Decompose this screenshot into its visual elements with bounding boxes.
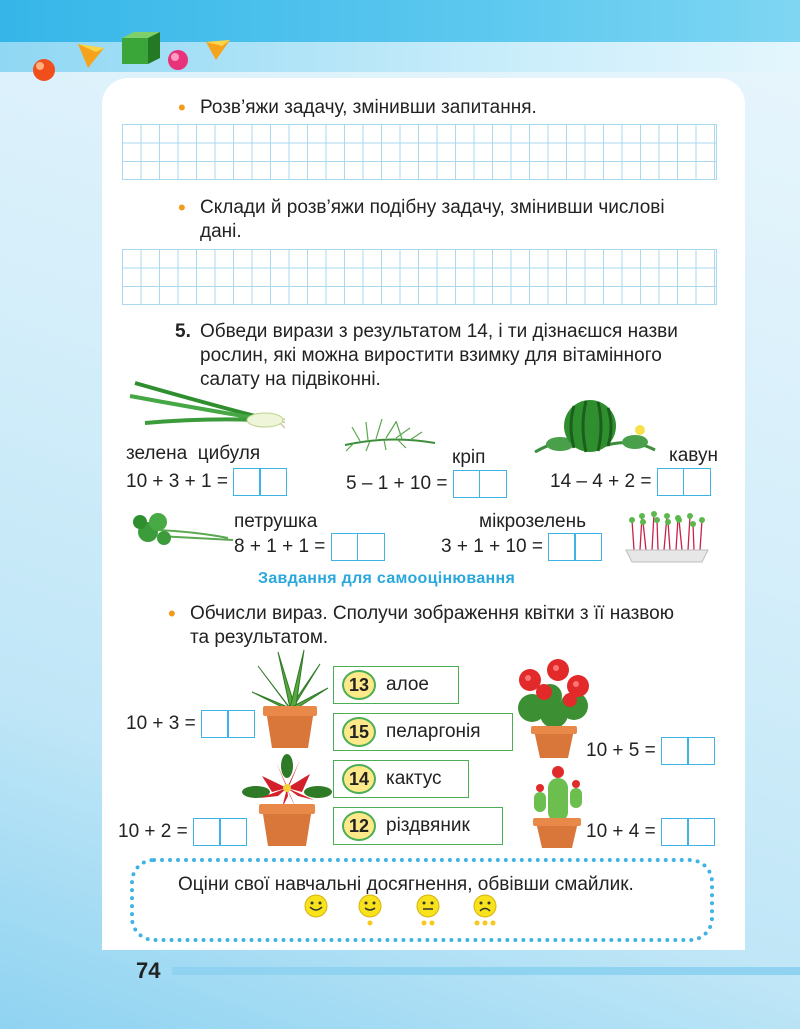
page-number: 74 xyxy=(136,958,161,983)
flower-tag-pelargonium[interactable]: 15 пеларгонія xyxy=(333,713,513,751)
flower-answer-box-2[interactable] xyxy=(661,737,715,765)
bullet-similar-task: • Склади й розв’яжи подібну задачу, змінивши числові xyxy=(200,196,665,220)
smiley-sad-icon[interactable] xyxy=(470,893,500,929)
answer-box-parsley[interactable] xyxy=(331,533,385,561)
smiley-neutral-icon[interactable] xyxy=(413,893,443,929)
answer-box-microgreens[interactable] xyxy=(548,533,602,561)
green-onion-icon xyxy=(125,378,285,438)
flower-number-12: 12 xyxy=(342,811,376,841)
smiley-happy-icon[interactable] xyxy=(303,893,329,919)
plant-label-parsley: петрушка xyxy=(234,511,318,532)
task5-text-line1: Обведи вирази з результатом 14, і ти дізнаєшся назви xyxy=(200,321,678,342)
answer-box-dill[interactable] xyxy=(453,470,507,498)
plant-label-watermelon: кавун xyxy=(669,445,718,466)
flower-answer-box-4[interactable] xyxy=(661,818,715,846)
bullet-compute-flowers: • Обчисли вираз. Сполучи зображення квітки з її назвою xyxy=(190,602,674,626)
footer-line xyxy=(172,967,800,975)
cactus-icon xyxy=(528,764,586,850)
answer-grid-1 xyxy=(122,124,717,180)
dill-icon xyxy=(340,405,440,455)
plant-label-dill: кріп xyxy=(452,447,486,468)
answer-grid-2 xyxy=(122,249,717,305)
bullet-change-question: • Розв’яжи задачу, змінивши запитання. xyxy=(200,96,537,120)
flower-number-14: 14 xyxy=(342,764,376,794)
expr-microgreens: 3 + 1 + 10 = xyxy=(441,533,602,561)
flower-number-13: 13 xyxy=(342,670,376,700)
parsley-icon xyxy=(128,508,238,553)
flower-number-15: 15 xyxy=(342,717,376,747)
expr-onion: 10 + 3 + 1 = xyxy=(126,468,287,496)
expr-parsley: 8 + 1 + 1 = xyxy=(234,533,385,561)
task5-text-line2: рослин, які можна виростити взимку для вітамінного xyxy=(200,345,662,366)
flower-tag-poinsettia[interactable]: 12 різдвяник xyxy=(333,807,503,845)
plant-label-onion: зелена цибуля xyxy=(126,443,261,464)
microgreens-icon xyxy=(622,500,712,566)
watermelon-icon xyxy=(530,392,660,464)
flower-answer-box-3[interactable] xyxy=(193,818,247,846)
geranium-icon xyxy=(510,656,596,760)
bullet-similar-task-line2: дані. xyxy=(200,221,242,242)
answer-box-onion[interactable] xyxy=(233,468,287,496)
flower-answer-box-1[interactable] xyxy=(201,710,255,738)
expr-dill: 5 – 1 + 10 = xyxy=(346,470,507,498)
flower-tag-cactus[interactable]: 14 кактус xyxy=(333,760,469,798)
self-assessment-title: Завдання для самооцінювання xyxy=(258,570,516,587)
decor-shapes-icon xyxy=(30,30,250,85)
answer-box-watermelon[interactable] xyxy=(657,468,711,496)
flower-tag-aloe[interactable]: 13 алое xyxy=(333,666,459,704)
flower-expr-3: 10 + 2 = xyxy=(118,818,247,846)
task5-number: 5. xyxy=(175,321,191,342)
smiley-smile-icon[interactable] xyxy=(357,893,383,929)
task5-text-line3: салату на підвіконні. xyxy=(200,369,381,390)
flower-expr-2: 10 + 5 = xyxy=(586,737,715,765)
expr-watermelon: 14 – 4 + 2 = xyxy=(550,468,711,496)
flower-expr-1: 10 + 3 = xyxy=(126,710,255,738)
poinsettia-icon xyxy=(242,752,332,848)
plant-label-microgreens: мікрозелень xyxy=(479,511,586,532)
bullet-compute-flowers-line2: та результатом. xyxy=(190,627,329,648)
aloe-icon xyxy=(248,648,332,750)
assessment-text: Оціни свої навчальні досягнення, обвівши смайлик. xyxy=(178,874,634,895)
flower-expr-4: 10 + 4 = xyxy=(586,818,715,846)
